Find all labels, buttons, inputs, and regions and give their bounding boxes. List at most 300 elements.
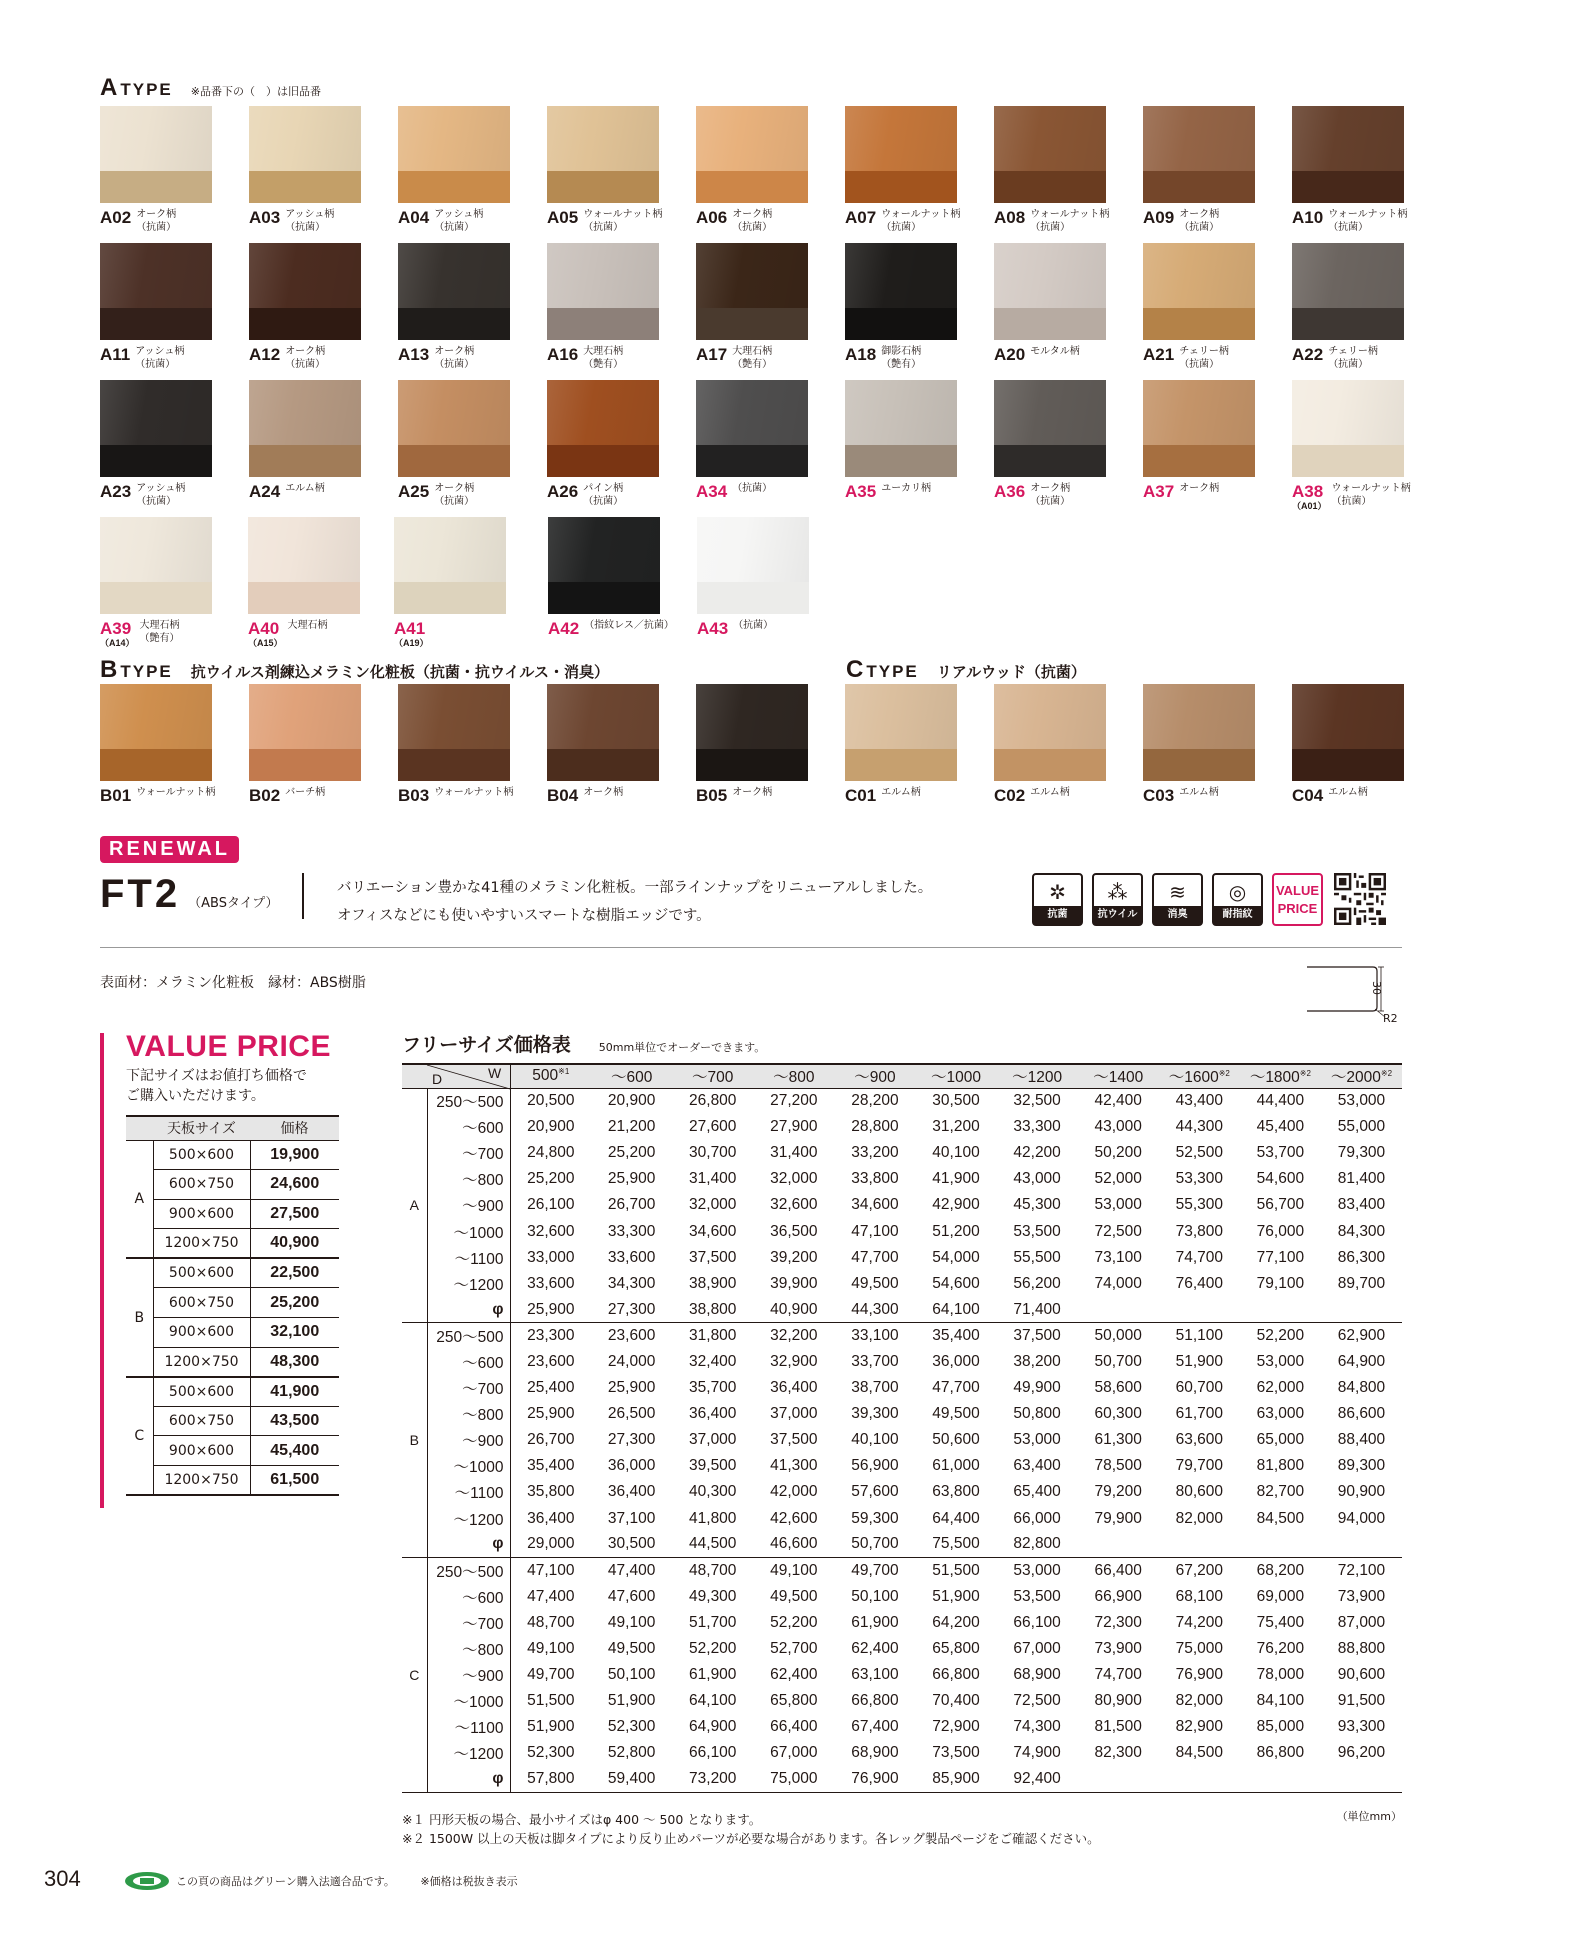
swatch-edge [248,582,360,614]
fs-price-cell: 53,000 [1013,1431,1061,1449]
swatch-old-code: （A01） [1292,501,1327,511]
swatch-code: A25 [398,482,430,501]
swatch-edge [100,749,212,781]
fs-price-cell: 62,400 [770,1666,818,1684]
fs-price-cell: 63,400 [1013,1457,1061,1475]
swatch-names: オーク柄 [1179,483,1220,494]
fs-price-cell: 33,800 [851,1170,899,1188]
swatch-a12 [249,243,361,371]
fs-price-cell: 51,500 [932,1561,980,1579]
swatch-chip [249,684,361,781]
swatch-code: C01 [845,786,877,805]
swatch-edge [548,582,660,614]
table-row [126,1318,339,1348]
fs-depth-label: ～1000 [427,1688,510,1714]
vp-price: 48,300 [250,1347,339,1377]
swatch-names: バーチ柄 [285,787,326,798]
fs-price-cell: 23,600 [527,1352,575,1370]
fs-price-cell: 38,800 [672,1297,753,1323]
vp-price: 24,600 [250,1170,339,1200]
deodorant-icon: ≋ [1169,880,1186,904]
vp-price: 43,500 [250,1406,339,1436]
swatch-code: A12 [249,345,281,364]
swatch-edge [697,582,809,614]
fs-depth-label: ～700 [427,1610,510,1636]
fs-price-cell: 30,500 [591,1532,672,1558]
fs-price-cell: 67,400 [851,1718,899,1736]
fs-price-cell: 63,000 [1256,1405,1305,1423]
fs-depth-label: φ [427,1766,510,1792]
fs-price-cell: 46,600 [753,1532,834,1558]
fs-price-cell: 43,000 [1094,1118,1142,1136]
fs-price-cell: 37,000 [689,1431,737,1449]
swatch-a42 [548,517,674,638]
fs-price-cell: 27,600 [689,1118,737,1136]
fs-price-cell: 81,500 [1094,1718,1142,1736]
fs-price-cell: 79,200 [1094,1483,1142,1501]
swatch-a17 [696,243,808,371]
swatch-code: B03 [398,786,430,805]
fs-price-cell: 84,500 [1256,1509,1305,1527]
fs-depth-label: ～1000 [427,1218,510,1244]
column-header: ～1000 [915,1064,996,1088]
swatch-a02 [100,106,212,234]
fs-price-cell: 41,300 [770,1457,818,1475]
fs-price-cell: 44,300 [1175,1118,1223,1136]
fs-price-cell: 58,600 [1094,1379,1142,1397]
swatch-chip [696,684,808,781]
table-row [402,1558,1402,1584]
swatch-code: A07 [845,208,877,227]
fs-price-cell [1159,1297,1240,1323]
swatch-a18 [845,243,957,371]
swatch-names: ウォールナット柄 （抗菌） [1331,483,1411,507]
fs-price-cell: 23,300 [527,1327,575,1345]
fs-price-cell: 36,400 [527,1509,575,1527]
swatch-old-code: （A14） [100,638,135,648]
fs-depth-label: 250～500 [427,1558,510,1584]
free-size-title: フリーサイズ価格表 [402,1034,571,1056]
swatch-edge [1143,308,1255,340]
fs-price-cell: 38,200 [1013,1352,1061,1370]
fs-price-cell: 47,600 [607,1587,656,1605]
swatch-c02 [994,684,1106,805]
fs-price-cell: 73,200 [672,1766,753,1792]
column-header: ～1800$^{※2}$ [1240,1064,1321,1088]
fs-price-cell: 84,800 [1337,1379,1386,1397]
fs-price-cell [1240,1532,1321,1558]
vp-size: 900×600 [153,1436,250,1466]
swatch-edge [994,171,1106,203]
fs-price-cell: 52,500 [1175,1144,1223,1162]
fs-price-cell: 80,600 [1175,1483,1223,1501]
fs-price-cell: 47,400 [607,1561,656,1579]
fs-price-cell: 41,900 [932,1170,980,1188]
swatch-names: オーク柄 （抗菌） [1030,483,1071,507]
green-purchase-logo-icon [124,1871,170,1891]
fs-price-cell: 63,800 [932,1483,980,1501]
fs-price-cell: 49,500 [932,1405,980,1423]
fs-depth-label: ～800 [427,1636,510,1662]
fs-price-cell [1078,1297,1159,1323]
swatch-chip [100,243,212,340]
swatch-names: オーク柄 （抗菌） [285,346,326,370]
fs-price-cell: 33,300 [1013,1118,1061,1136]
fs-price-cell: 82,900 [1175,1718,1223,1736]
fs-price-cell: 39,500 [689,1457,737,1475]
vp-size: 900×600 [153,1199,250,1229]
fs-price-cell: 83,400 [1337,1196,1386,1214]
table-row [126,1288,339,1318]
feature-badges [1032,873,1386,938]
table-row [402,1766,1402,1792]
fs-price-cell: 35,400 [932,1327,980,1345]
fs-price-cell: 84,500 [1175,1744,1223,1762]
table-row [402,1114,1402,1140]
free-size-price-table [402,1063,1402,1793]
swatch-chip [100,684,212,781]
fs-price-cell: 33,600 [607,1248,656,1266]
vp-col-size: 天板サイズ [153,1116,250,1140]
fs-price-cell: 50,600 [932,1431,980,1449]
table-row [402,1401,1402,1427]
fs-price-cell [1321,1766,1402,1792]
fs-price-cell: 63,600 [1175,1431,1223,1449]
swatch-a03 [249,106,361,234]
swatch-a08 [994,106,1110,234]
swatch-code: A23 [100,482,132,501]
fs-price-cell: 33,700 [851,1352,899,1370]
fs-price-cell: 72,500 [1013,1692,1061,1710]
swatch-names: ウォールナット柄 [136,787,216,798]
swatch-chip [398,380,510,477]
swatch-code: A10 [1292,208,1324,227]
fs-price-cell: 91,500 [1337,1692,1386,1710]
swatch-chip [394,517,506,614]
fs-price-cell: 25,200 [527,1170,575,1188]
fs-price-cell: 76,900 [834,1766,915,1792]
c-type-desc: リアルウッド（抗菌） [936,663,1086,681]
swatch-code: A36 [994,482,1026,501]
fs-price-cell: 68,200 [1256,1561,1305,1579]
fs-price-cell: 66,800 [932,1666,980,1684]
table-row [402,1532,1402,1558]
fs-price-cell: 73,800 [1175,1222,1223,1240]
swatch-names: （抗菌） [732,483,773,494]
product-lead: バリエーション豊かな41種のメラミン化粧板。一部ラインナップをリニューアルしました。 オフィスなどにも使いやすいスマートな樹脂エッジです。 [337,880,933,924]
swatch-chip [696,380,808,477]
swatch-code: A37 [1143,482,1175,501]
fs-price-cell: 39,300 [851,1405,899,1423]
fs-price-cell: 32,900 [770,1352,818,1370]
swatch-a09 [1143,106,1255,234]
fs-price-cell: 44,400 [1256,1092,1305,1110]
swatch-edge [1143,171,1255,203]
fs-price-cell: 61,900 [851,1613,899,1631]
fs-price-cell: 26,100 [527,1196,575,1214]
fs-price-cell: 25,900 [607,1170,656,1188]
swatch-edge [547,171,659,203]
fs-price-cell [1159,1532,1240,1558]
table-row [402,1375,1402,1401]
swatch-edge [1292,445,1404,477]
fingerprint-icon: ◎ [1228,880,1247,904]
fs-price-cell: 42,400 [1094,1092,1142,1110]
fs-price-cell: 51,900 [527,1718,575,1736]
fs-price-cell: 90,900 [1337,1483,1386,1501]
table-row [126,1406,339,1436]
swatch-a36 [994,380,1106,508]
fs-price-cell: 49,500 [770,1587,818,1605]
swatch-a43 [697,517,809,638]
swatch-names: オーク柄 [732,787,773,798]
swatch-a38 [1292,380,1411,511]
fs-price-cell: 36,400 [607,1483,656,1501]
fs-group-label: C [402,1558,427,1793]
fs-price-cell: 24,800 [527,1144,575,1162]
fs-price-cell: 74,200 [1175,1613,1223,1631]
swatch-edge [696,445,808,477]
swatch-a20 [994,243,1106,364]
swatch-edge [100,171,212,203]
swatch-chip [696,243,808,340]
fs-price-cell: 49,100 [607,1613,656,1631]
fs-price-cell: 45,400 [1256,1118,1305,1136]
swatch-edge [994,749,1106,781]
fs-price-cell: 47,700 [851,1248,899,1266]
fs-price-cell: 50,100 [607,1666,656,1684]
fs-price-cell: 51,900 [1175,1352,1223,1370]
fs-depth-label: 250～500 [427,1323,510,1349]
fs-price-cell: 68,900 [851,1744,899,1762]
fs-price-cell [1159,1766,1240,1792]
fs-price-cell: 64,400 [932,1509,980,1527]
fs-price-cell: 61,700 [1175,1405,1223,1423]
fs-price-cell: 51,100 [1175,1327,1223,1345]
column-header: ～600 [591,1064,672,1088]
swatch-code: A03 [249,208,281,227]
swatch-code: A22 [1292,345,1324,364]
swatch-edge [547,308,659,340]
swatch-code: A18 [845,345,877,364]
swatch-a16 [547,243,659,371]
fs-price-cell: 89,300 [1337,1457,1386,1475]
fs-price-cell: 34,600 [851,1196,899,1214]
swatch-chip [100,380,212,477]
vp-size: 600×750 [153,1288,250,1318]
fs-price-cell: 42,600 [770,1509,818,1527]
fs-price-cell: 72,900 [932,1718,980,1736]
fs-price-cell: 31,400 [770,1144,818,1162]
fs-price-cell: 52,200 [1256,1327,1305,1345]
swatch-edge [547,749,659,781]
fs-price-cell: 56,900 [851,1457,899,1475]
fs-depth-label: ～600 [427,1114,510,1140]
fs-price-cell: 72,100 [1337,1561,1386,1579]
swatch-names: エルム柄 [285,483,325,494]
swatch-code: A13 [398,345,430,364]
fs-price-cell: 31,200 [932,1118,980,1136]
fs-price-cell: 27,300 [591,1297,672,1323]
green-purchase-note: この頁の商品はグリーン購入法適合品です。 [176,1875,395,1888]
qr-code-icon[interactable] [1334,873,1386,925]
swatch-chip [1143,243,1255,340]
fs-price-cell: 42,200 [1013,1144,1061,1162]
fs-price-cell: 75,400 [1256,1613,1305,1631]
swatch-b04 [547,684,659,805]
fs-price-cell: 40,100 [932,1144,980,1162]
a-type-heading: A TYPE ※品番下の（ ）は旧品番 [100,74,321,101]
vp-size: 600×750 [153,1406,250,1436]
fs-price-cell: 56,700 [1256,1196,1305,1214]
swatch-names: オーク柄 （抗菌） [732,209,773,233]
fs-price-cell: 76,400 [1175,1274,1223,1292]
fs-depth-label: ～700 [427,1375,510,1401]
swatch-chip [1292,243,1404,340]
column-header: ～1600$^{※2}$ [1159,1064,1240,1088]
swatch-names: ウォールナット柄 [434,787,514,798]
fs-price-cell: 57,800 [510,1766,591,1792]
fs-price-cell: 51,900 [932,1587,980,1605]
swatch-names: エルム柄 [1328,787,1368,798]
fs-price-cell: 25,400 [527,1379,575,1397]
swatch-edge [994,308,1106,340]
swatch-code: C03 [1143,786,1175,805]
fs-price-cell: 74,700 [1175,1248,1223,1266]
corner-d-label: D [432,1071,443,1087]
fs-price-cell: 31,800 [689,1327,737,1345]
fs-price-cell: 84,300 [1337,1222,1386,1240]
corner-w-label: W [488,1065,502,1081]
swatch-edge [398,308,510,340]
swatch-edge [547,445,659,477]
column-header: ～700 [672,1064,753,1088]
fs-price-cell: 85,000 [1256,1718,1305,1736]
swatch-edge [100,308,212,340]
table-row [402,1245,1402,1271]
fs-depth-label: ～1100 [427,1714,510,1740]
table-row [402,1140,1402,1166]
swatch-code: A40 [248,619,280,638]
vp-price: 32,100 [250,1318,339,1348]
fs-price-cell: 84,100 [1256,1692,1305,1710]
fs-price-cell: 79,900 [1094,1509,1142,1527]
swatch-code: A34 [696,482,728,501]
fs-price-cell: 66,000 [1013,1509,1061,1527]
fs-price-cell: 50,700 [1094,1352,1142,1370]
swatch-a04 [398,106,510,234]
page-number: 304 [44,1866,81,1891]
fs-group-label: B [402,1323,427,1558]
fs-depth-label: ～800 [427,1401,510,1427]
fs-price-cell: 72,300 [1094,1613,1142,1631]
swatch-chip [249,106,361,203]
table-row [126,1170,339,1200]
fs-price-cell [1078,1532,1159,1558]
fs-price-cell: 79,700 [1175,1457,1223,1475]
fs-price-cell: 23,600 [607,1327,656,1345]
fs-price-cell: 39,200 [770,1248,818,1266]
fs-price-cell: 42,900 [932,1196,980,1214]
table-row [402,1271,1402,1297]
swatch-chip [248,517,360,614]
fs-price-cell: 47,400 [527,1587,575,1605]
swatch-a24 [249,380,361,501]
vp-size: 600×750 [153,1170,250,1200]
vp-group-label: A [126,1140,153,1258]
swatch-names: アッシュ柄 （抗菌） [136,483,186,507]
fs-price-cell: 60,700 [1175,1379,1223,1397]
swatch-a37 [1143,380,1255,501]
fs-price-cell: 39,900 [770,1274,818,1292]
swatch-a05 [547,106,663,234]
swatch-a10 [1292,106,1408,234]
table-row [126,1466,339,1496]
fs-price-cell: 36,400 [689,1405,737,1423]
antivirus-icon: ⁂ [1107,880,1128,904]
product-title [100,872,278,917]
fs-price-cell: 27,900 [770,1118,818,1136]
fs-price-cell: 32,600 [770,1196,818,1214]
fs-price-cell: 88,800 [1337,1640,1386,1658]
fs-price-cell: 54,000 [932,1248,980,1266]
swatch-code: A11 [100,345,131,364]
fs-price-cell: 60,300 [1094,1405,1142,1423]
table-row [402,1427,1402,1453]
fs-price-cell: 47,100 [851,1222,899,1240]
fs-price-cell: 32,000 [770,1170,818,1188]
fs-price-cell: 38,700 [851,1379,899,1397]
swatch-edge [394,582,506,614]
swatch-code: A26 [547,482,579,501]
fs-price-cell: 52,300 [527,1744,575,1762]
tax-note: ※価格は税抜き表示 [420,1875,518,1888]
fs-depth-label: ～1100 [427,1479,510,1505]
fs-price-cell: 66,100 [689,1744,737,1762]
fs-price-cell: 76,200 [1256,1640,1305,1658]
fs-depth-label: φ [427,1297,510,1323]
fs-price-cell: 64,900 [689,1718,737,1736]
fs-price-cell: 73,100 [1094,1248,1142,1266]
fs-price-cell: 40,100 [851,1431,899,1449]
fs-price-cell: 33,200 [851,1144,899,1162]
swatch-code: A02 [100,208,132,227]
fs-price-cell: 93,300 [1337,1718,1386,1736]
antibacterial-badge: ✲ 抗菌 [1032,873,1083,926]
fs-price-cell: 32,200 [770,1327,818,1345]
swatch-names: オーク柄 （抗菌） [136,209,177,233]
fs-price-cell: 52,200 [689,1640,737,1658]
fs-price-cell: 55,500 [1013,1248,1061,1266]
unit-label: （単位mm） [1336,1810,1402,1823]
swatch-edge [845,308,957,340]
fs-price-cell: 94,000 [1337,1509,1386,1527]
fs-price-cell: 90,600 [1337,1666,1386,1684]
fs-price-cell: 52,200 [770,1613,818,1631]
fs-price-cell: 82,000 [1175,1509,1223,1527]
fs-price-cell: 50,200 [1094,1144,1142,1162]
renewal-tag: RENEWAL [100,836,239,863]
fs-price-cell: 27,200 [770,1092,818,1110]
swatch-code: A20 [994,345,1026,364]
swatch-names: 御影石柄 （艶有） [881,346,922,370]
swatch-code: B02 [249,786,281,805]
swatch-code: A38 [1292,482,1324,501]
fs-price-cell: 80,900 [1094,1692,1142,1710]
table-row [126,1436,339,1466]
fs-price-cell: 88,400 [1337,1431,1386,1449]
swatch-code: A41 [394,619,426,638]
